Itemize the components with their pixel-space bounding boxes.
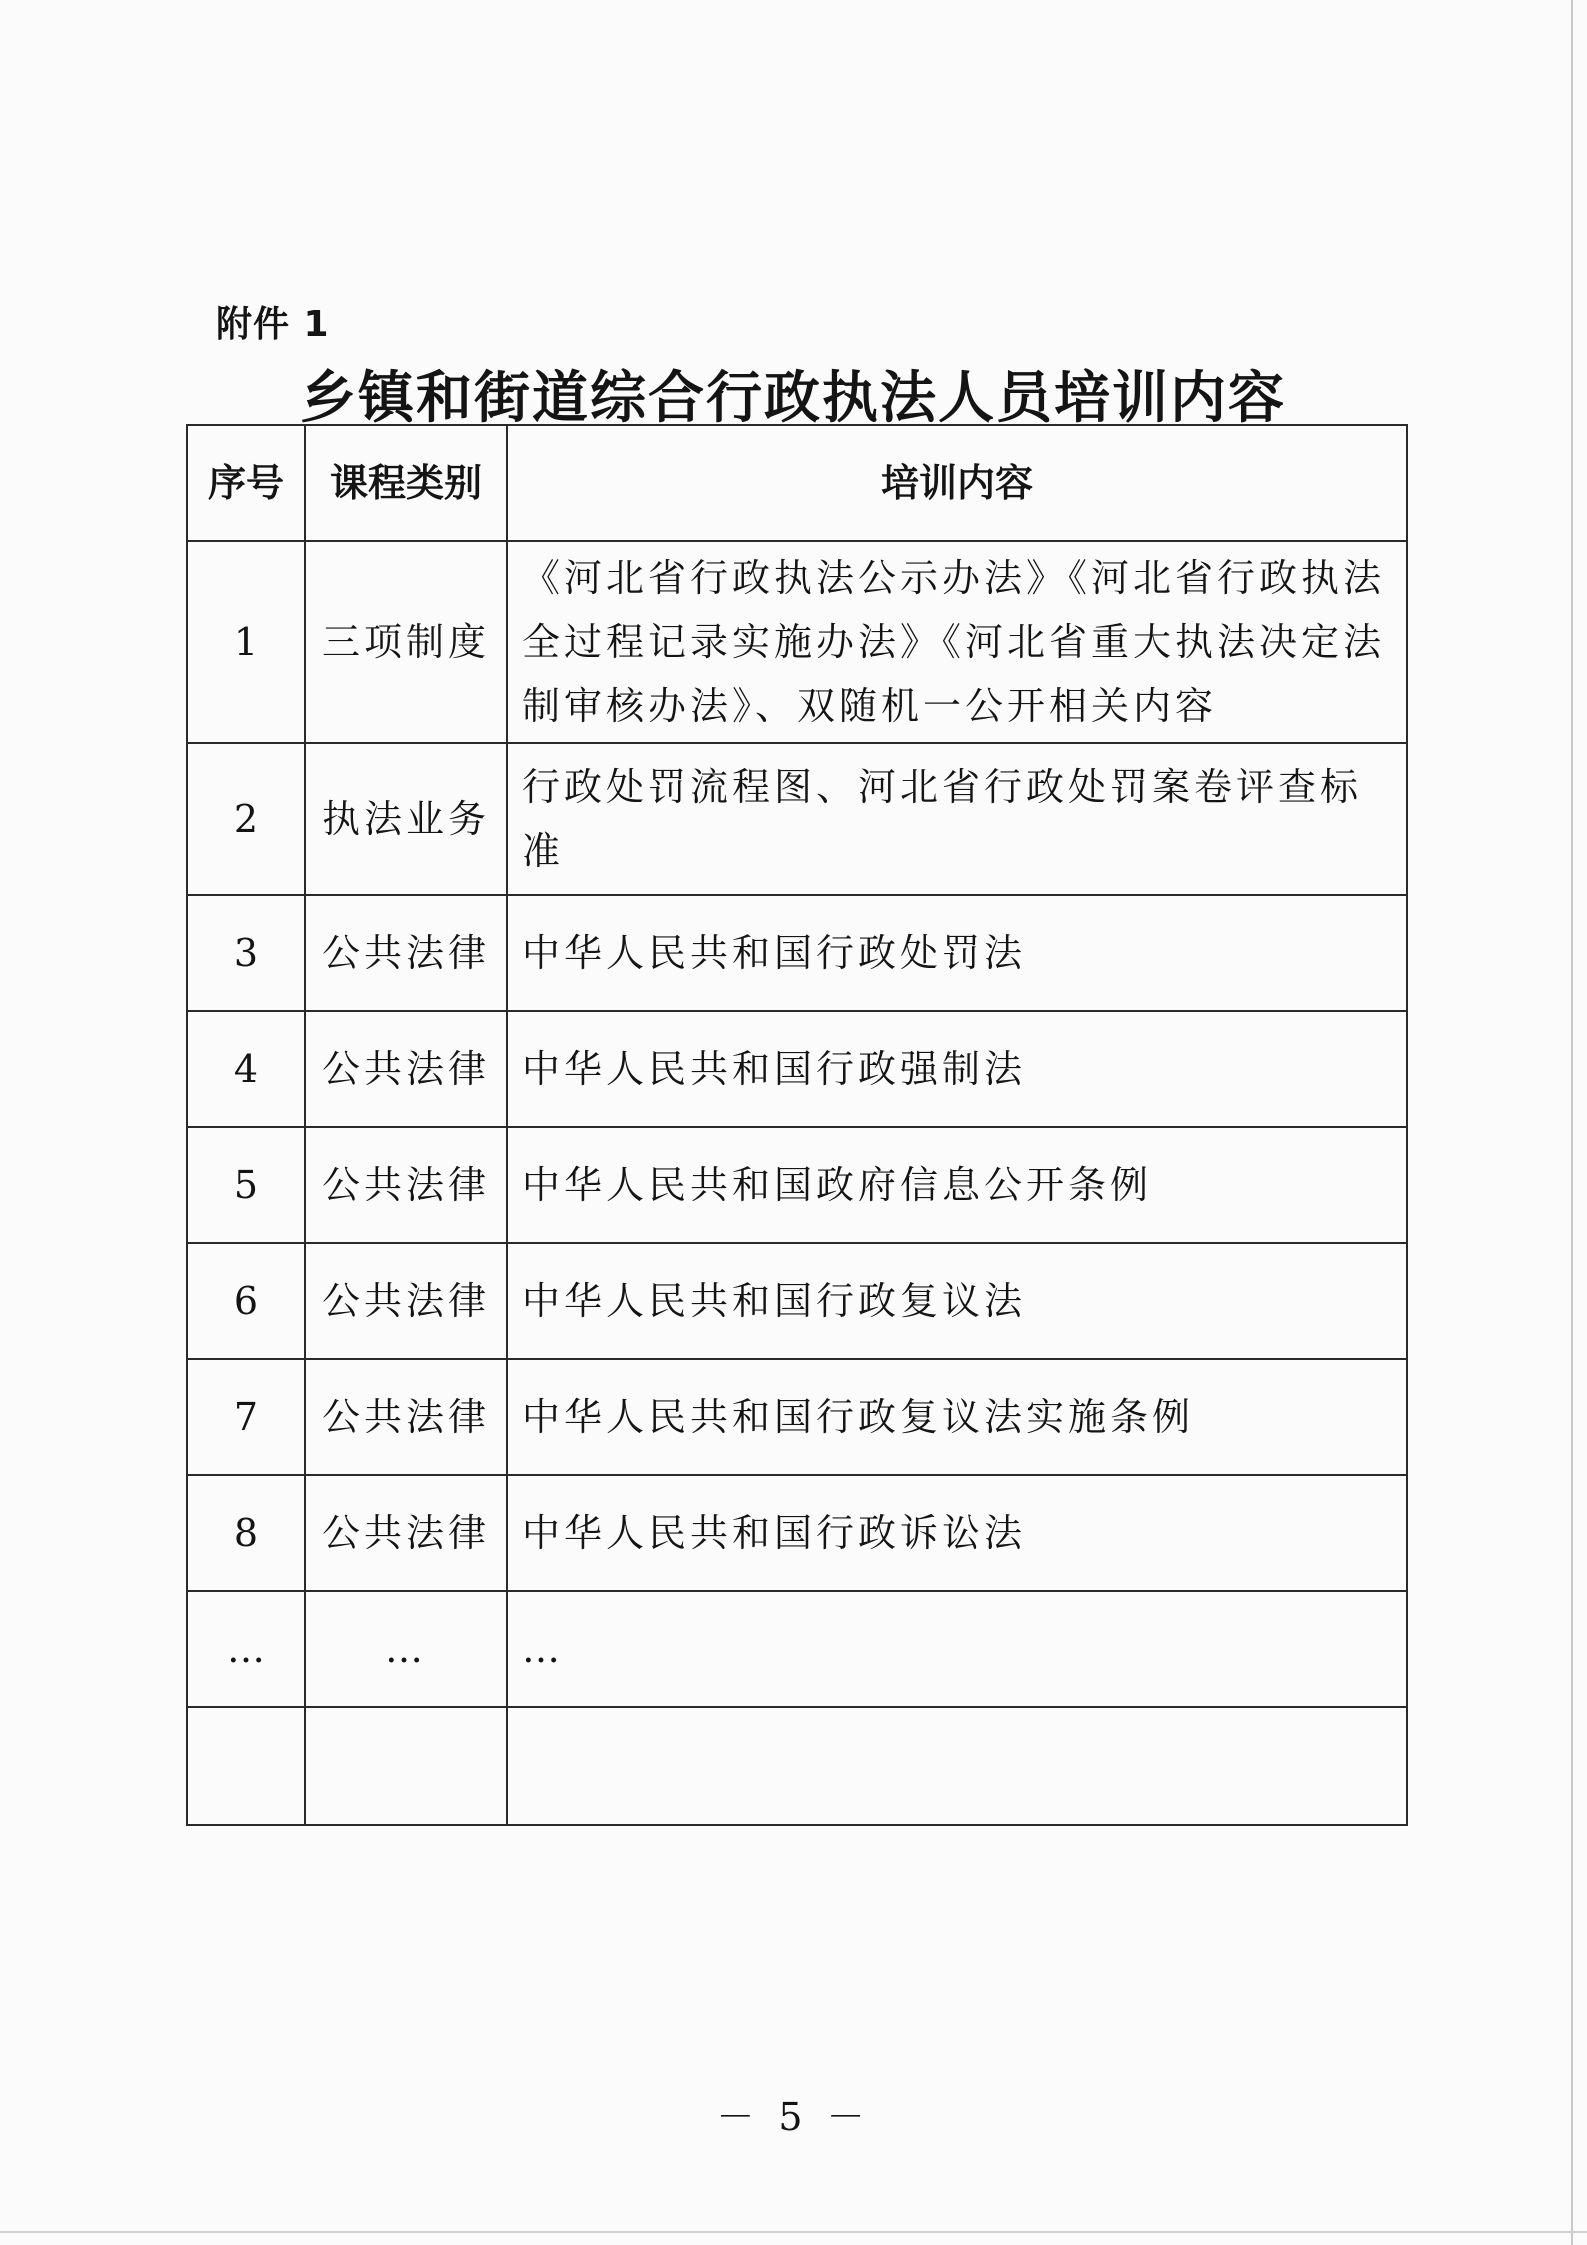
row-content	[507, 1707, 1407, 1825]
page-edge	[1571, 0, 1573, 2245]
row-no: 1	[187, 541, 305, 743]
row-category: 三项制度	[305, 541, 507, 743]
row-content: 中华人民共和国行政复议法	[507, 1243, 1407, 1359]
document-title: 乡镇和街道综合行政执法人员培训内容	[300, 366, 1286, 431]
header-no: 序号	[187, 425, 305, 541]
table-row	[187, 1359, 1407, 1475]
row-content: 《河北省行政执法公示办法》《河北省行政执法全过程记录实施办法》《河北省重大执法决定法制审核办法》、双随机一公开相关内容	[507, 541, 1407, 743]
row-content: …	[507, 1591, 1407, 1707]
row-category: 公共法律	[305, 1359, 507, 1475]
header-category: 课程类别	[305, 425, 507, 541]
attachment-label: 附件 1	[216, 304, 330, 345]
table-row	[187, 1475, 1407, 1591]
row-content: 中华人民共和国行政强制法	[507, 1011, 1407, 1127]
header-content: 培训内容	[507, 425, 1407, 541]
row-no	[187, 1707, 305, 1825]
row-category: 公共法律	[305, 1243, 507, 1359]
training-content-table	[186, 424, 1408, 1826]
row-content: 中华人民共和国行政诉讼法	[507, 1475, 1407, 1591]
row-content: 行政处罚流程图、河北省行政处罚案卷评查标准	[507, 743, 1407, 895]
table-row	[187, 1243, 1407, 1359]
table-row	[187, 895, 1407, 1011]
row-content: 中华人民共和国行政复议法实施条例	[507, 1359, 1407, 1475]
row-no: 8	[187, 1475, 305, 1591]
row-category: 公共法律	[305, 1475, 507, 1591]
table-row	[187, 1127, 1407, 1243]
page-number: － 5 －	[716, 2095, 871, 2139]
row-no: 3	[187, 895, 305, 1011]
row-content: 中华人民共和国行政处罚法	[507, 895, 1407, 1011]
row-category: 公共法律	[305, 895, 507, 1011]
row-category: 公共法律	[305, 1011, 507, 1127]
table-row	[187, 541, 1407, 743]
row-category: 公共法律	[305, 1127, 507, 1243]
row-no: …	[187, 1591, 305, 1707]
table-row	[187, 1707, 1407, 1825]
page-edge	[0, 2231, 1587, 2233]
row-no: 6	[187, 1243, 305, 1359]
row-category: …	[305, 1591, 507, 1707]
row-no: 4	[187, 1011, 305, 1127]
table-row	[187, 743, 1407, 895]
table-header-row	[187, 425, 1407, 541]
row-category	[305, 1707, 507, 1825]
row-no: 5	[187, 1127, 305, 1243]
row-no: 2	[187, 743, 305, 895]
row-category: 执法业务	[305, 743, 507, 895]
row-content: 中华人民共和国政府信息公开条例	[507, 1127, 1407, 1243]
row-no: 7	[187, 1359, 305, 1475]
table-row	[187, 1011, 1407, 1127]
table-row	[187, 1591, 1407, 1707]
